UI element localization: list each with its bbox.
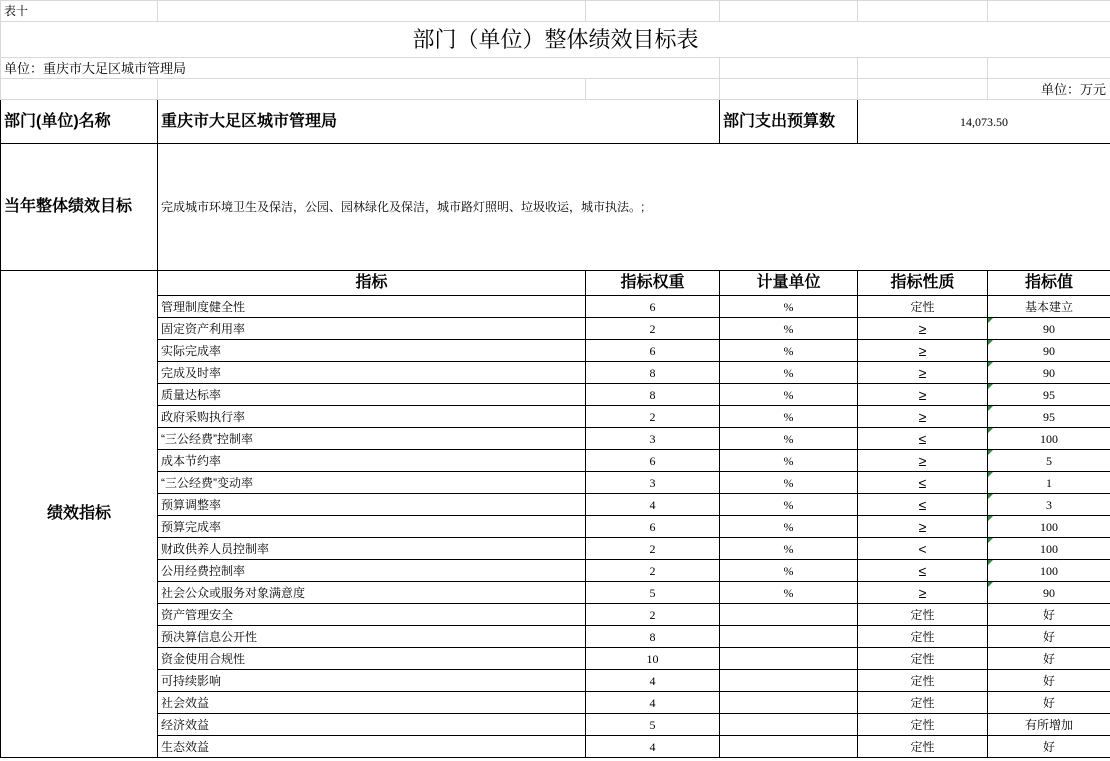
indicator-unit [720,736,858,758]
indicator-value: 95 [988,406,1110,428]
indicator-value: 好 [988,692,1110,714]
indicator-weight: 5 [586,714,720,736]
indicator-weight: 4 [586,670,720,692]
indicator-nature: ≥ [858,406,988,428]
indicator-unit [720,670,858,692]
indicator-weight: 8 [586,384,720,406]
indicator-unit: % [720,450,858,472]
indicator-value: 90 [988,582,1110,604]
budget-label: 部门支出预算数 [720,100,858,144]
page-title: 部门（单位）整体绩效目标表 [1,22,1110,58]
indicator-name: 管理制度健全性 [158,296,586,318]
indicator-name: 预决算信息公开性 [158,626,586,648]
indicator-unit: % [720,318,858,340]
indicator-nature: 定性 [858,626,988,648]
indicator-weight: 6 [586,516,720,538]
indicator-nature: 定性 [858,648,988,670]
indicator-unit: % [720,494,858,516]
indicator-name: 公用经费控制率 [158,560,586,582]
indicator-nature: ≥ [858,450,988,472]
indicator-nature: ≤ [858,428,988,450]
indicator-weight: 8 [586,362,720,384]
indicator-nature: ≤ [858,472,988,494]
indicator-unit: % [720,560,858,582]
table-row [1,472,1110,494]
indicator-weight: 2 [586,604,720,626]
annual-goal-text: 完成城市环境卫生及保洁，公园、园林绿化及保洁，城市路灯照明、垃圾收运，城市执法。; [158,144,1110,271]
col-header-nature: 指标性质 [858,271,988,296]
indicator-nature: ≥ [858,582,988,604]
table-row [1,494,1110,516]
indicator-name: 资金使用合规性 [158,648,586,670]
indicator-name: 资产管理安全 [158,604,586,626]
indicator-value: 95 [988,384,1110,406]
table-row [1,340,1110,362]
indicator-value: 基本建立 [988,296,1110,318]
indicator-name: 财政供养人员控制率 [158,538,586,560]
col-header-unit: 计量单位 [720,271,858,296]
currency-unit: 单位：万元 [988,79,1110,100]
dept-name-label: 部门(单位)名称 [1,100,158,144]
indicator-unit: % [720,582,858,604]
indicator-value: 90 [988,362,1110,384]
indicator-value: 好 [988,648,1110,670]
indicator-nature: 定性 [858,604,988,626]
col-header-weight: 指标权重 [586,271,720,296]
indicator-name: 社会效益 [158,692,586,714]
indicator-weight: 2 [586,406,720,428]
indicator-unit [720,626,858,648]
indicator-name: 政府采购执行率 [158,406,586,428]
indicator-weight: 4 [586,494,720,516]
indicator-nature: ≥ [858,362,988,384]
indicator-value: 好 [988,736,1110,758]
col-header-indicator: 指标 [158,271,586,296]
indicator-name: 可持续影响 [158,670,586,692]
indicator-nature: ≤ [858,560,988,582]
indicator-nature: 定性 [858,670,988,692]
indicator-weight: 2 [586,560,720,582]
budget-value: 14,073.50 [858,100,1110,144]
table-row [1,714,1110,736]
table-row [1,626,1110,648]
indicator-name: 经济效益 [158,714,586,736]
indicator-name: 预算调整率 [158,494,586,516]
indicator-value: 好 [988,604,1110,626]
table-row [1,604,1110,626]
table-row [1,648,1110,670]
table-row [1,538,1110,560]
table-row [1,736,1110,758]
indicator-weight: 3 [586,428,720,450]
table-row [1,450,1110,472]
indicator-nature: ≥ [858,340,988,362]
indicator-weight: 2 [586,318,720,340]
indicator-name: “三公经费”控制率 [158,428,586,450]
indicator-value: 3 [988,494,1110,516]
table-row [1,296,1110,318]
table-row [1,670,1110,692]
indicator-weight: 6 [586,450,720,472]
indicator-weight: 8 [586,626,720,648]
indicator-weight: 2 [586,538,720,560]
indicator-unit: % [720,516,858,538]
table-row [1,362,1110,384]
indicator-weight: 4 [586,692,720,714]
indicator-name: 社会公众或服务对象满意度 [158,582,586,604]
indicator-unit [720,648,858,670]
table-row [1,560,1110,582]
indicator-name: 实际完成率 [158,340,586,362]
indicator-value: 100 [988,428,1110,450]
unit-line: 单位：重庆市大足区城市管理局 [1,58,586,79]
indicator-nature: < [858,538,988,560]
indicator-weight: 6 [586,340,720,362]
indicator-value: 5 [988,450,1110,472]
indicator-value: 1 [988,472,1110,494]
table-row [1,516,1110,538]
indicator-weight: 6 [586,296,720,318]
indicator-name: 固定资产利用率 [158,318,586,340]
indicator-nature: 定性 [858,736,988,758]
indicator-value: 100 [988,538,1110,560]
indicator-unit: % [720,428,858,450]
table-row [1,384,1110,406]
indicator-unit [720,604,858,626]
table-row [1,692,1110,714]
indicator-value: 100 [988,516,1110,538]
indicator-nature: ≤ [858,494,988,516]
indicator-unit: % [720,406,858,428]
table-row [1,582,1110,604]
indicator-value: 90 [988,340,1110,362]
indicator-unit: % [720,472,858,494]
indicator-name: 质量达标率 [158,384,586,406]
indicator-unit: % [720,340,858,362]
indicator-name: 完成及时率 [158,362,586,384]
indicator-unit [720,692,858,714]
performance-indicators-label: 绩效指标 [1,271,158,758]
indicator-weight: 3 [586,472,720,494]
indicator-unit [720,714,858,736]
indicator-weight: 4 [586,736,720,758]
indicator-name: 生态效益 [158,736,586,758]
indicator-name: 预算完成率 [158,516,586,538]
table-row [1,406,1110,428]
indicator-nature: ≥ [858,318,988,340]
table-number: 表十 [1,1,158,22]
indicator-name: “三公经费”变动率 [158,472,586,494]
indicator-value: 好 [988,626,1110,648]
indicator-weight: 5 [586,582,720,604]
indicator-unit: % [720,362,858,384]
indicator-name: 成本节约率 [158,450,586,472]
indicator-weight: 10 [586,648,720,670]
indicator-unit: % [720,384,858,406]
indicator-nature: 定性 [858,296,988,318]
annual-goal-label: 当年整体绩效目标 [1,144,158,271]
indicator-unit: % [720,296,858,318]
table-row [1,428,1110,450]
indicator-value: 90 [988,318,1110,340]
indicator-nature: 定性 [858,714,988,736]
indicator-nature: ≥ [858,516,988,538]
col-header-value: 指标值 [988,271,1110,296]
dept-name-value: 重庆市大足区城市管理局 [158,100,720,144]
indicator-nature: ≥ [858,384,988,406]
indicator-value: 有所增加 [988,714,1110,736]
indicator-unit: % [720,538,858,560]
indicator-nature: 定性 [858,692,988,714]
table-row [1,318,1110,340]
indicator-value: 100 [988,560,1110,582]
indicator-value: 好 [988,670,1110,692]
